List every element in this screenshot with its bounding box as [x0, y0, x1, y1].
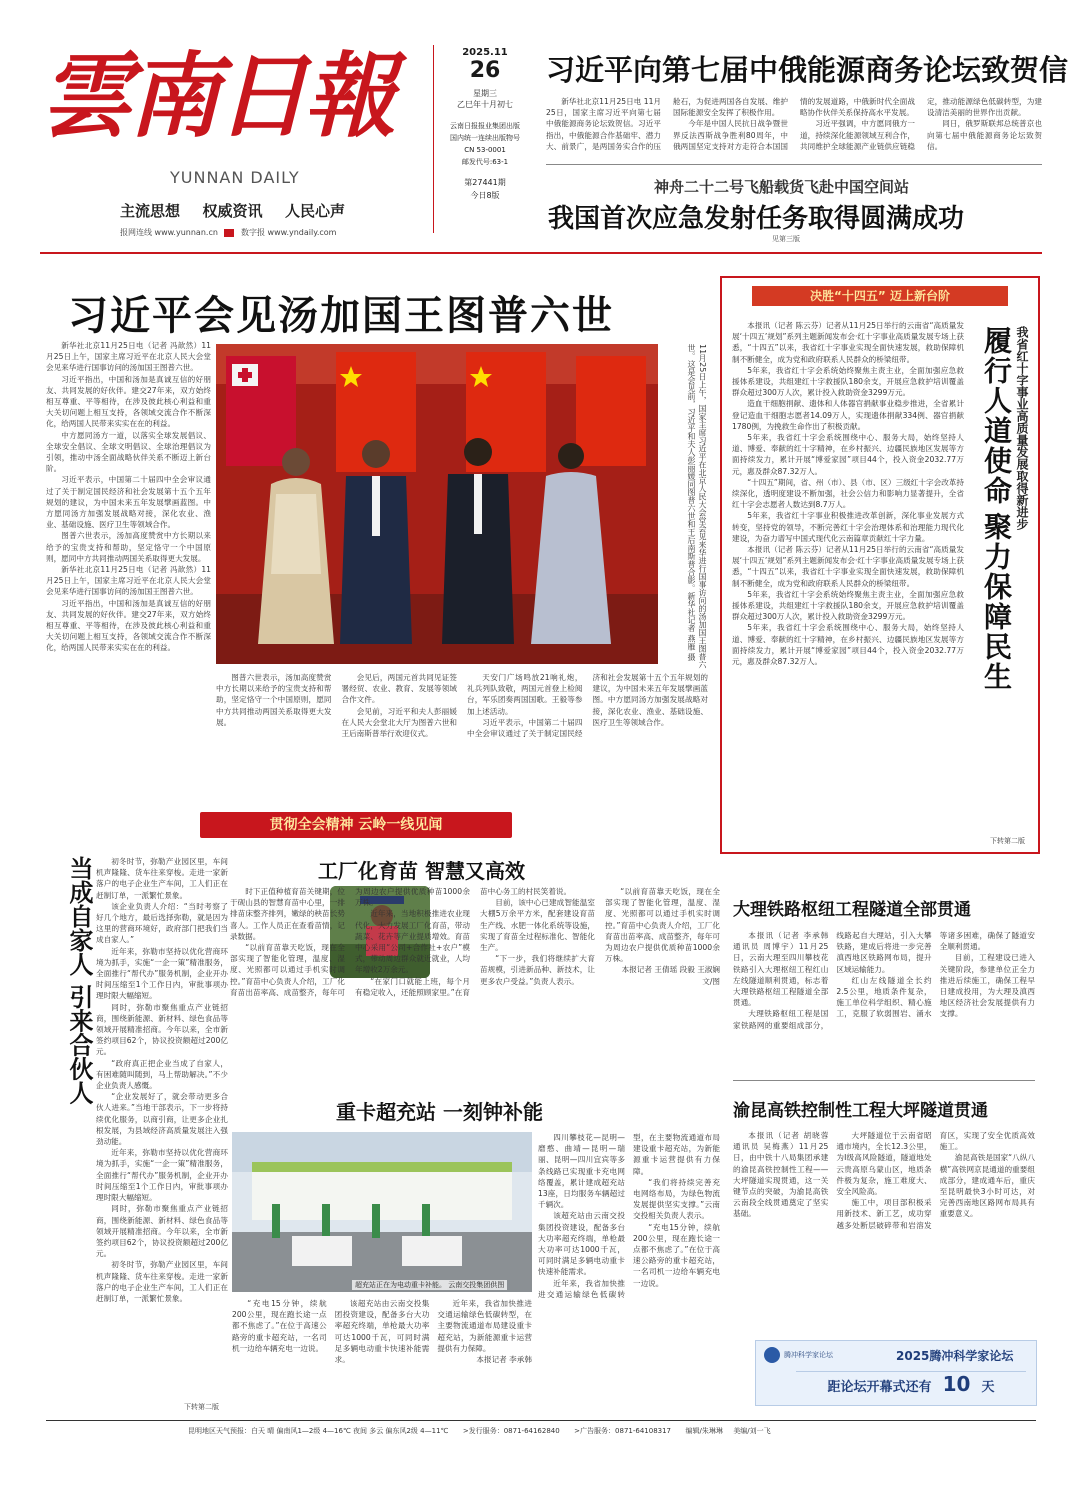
forum-ad[interactable]: [755, 1340, 1037, 1406]
issue-publisher: 云南日报报业集团出版: [450, 122, 520, 130]
factory-para: 近年来，当地积极推进农业现代化，大力发展工厂化育苗，带动蔬菜、花卉等产业提质增效。育苗中心采用“公司+合作社+农户”模式，带动周边群众就近就业，人均年增收2万余元。: [355, 909, 470, 975]
box-see: 下转第二版: [990, 837, 1025, 845]
truck-body-bottom: [232, 1298, 532, 1404]
flag-tonga-icon: [226, 356, 296, 466]
box-headline-l1[interactable]: 履行人道使命: [980, 326, 1013, 506]
truck-para: 四川攀枝花—昆明—磨憨、曲靖—昆明—瑞丽、昆明—四川宜宾等多条线路已实现重卡充电网络覆盖，累计建成超充站13座，日均服务车辆超过千辆次。: [538, 1133, 625, 1210]
box-body: [732, 320, 964, 840]
factory-para: “在家门口就能上班，每个月有稳定收入，还能照顾家里。”在育苗中心务工的村民笑着说。: [355, 887, 572, 997]
box-para: 本报讯（记者 陈云芬）记者从11月25日举行的云南省“高质量发展‘十四五’规划”系列主题新闻发布会·红十字事业高质量发展专场上获悉，“十四五”以来，我省红十字事业实现全面快速发展，救助保障机制不断健全，成为党和政府联系人民群众的桥梁纽带。: [732, 321, 964, 364]
truck-reporters: 本报记者 李承韩: [476, 1355, 532, 1365]
box-para: “十四五”期间，省、州（市）、县（市、区）三级红十字会改革持续深化，透明度建设不断加强，社会公信力和影响力显著提升，全省红十字会志愿者人数达到8.7万人。: [732, 477, 964, 510]
side-para: 初冬时节，弥勒产业园区里，车间机声隆隆、货车往来穿梭。走进一家新落户的电子企业生产车间，工人们正在赶制订单，一派繁忙景象。: [96, 1260, 228, 1303]
factory-para: “以前育苗靠天吃饭，现在全部实现了智能化管理，温度、湿度、光照都可以通过手机实时调控。”育苗中心负责人介绍，工厂化育苗出苗率高、成苗整齐，每年可为周边农户提供优质种苗1000余万株。: [230, 887, 470, 997]
link-yndaily[interactable]: 数字报 www.yndaily.com: [241, 228, 337, 237]
top-story-headline[interactable]: 习近平向第七届中俄能源商务论坛致贺信: [546, 53, 1069, 87]
top-story-para: 习近平强调，中方愿同俄方一道，持续深化能源领域互利合作，共同维护全球能源产业链供应链稳定，推动能源绿色低碳转型，为建设清洁美丽的世界作出贡献。: [800, 97, 1042, 151]
truck-para: 该超充站由云南交投集团投资建设，配备多台大功率超充终端，单枪最大功率可达1000千瓦，可同时满足多辆电动重卡快速补能需求。: [538, 1211, 625, 1277]
side-para: 近年来，弥勒市坚持以优化营商环境为抓手，实施“一企一策”精准服务，全面推行“帮代办”服务机制，企业开办时间压缩至1个工作日内，审批事项办理时限大幅缩短。: [96, 946, 228, 1001]
box-story: [720, 276, 1040, 854]
side-para: 初冬时节，弥勒产业园区里，车间机声隆隆、货车往来穿梭。走进一家新落户的电子企业生产车间，工人们正在赶制订单，一派繁忙景象。: [96, 857, 228, 900]
side-para: “政府真正把企业当成了自家人，有困难随叫随到，马上帮助解决。”不少企业负责人感慨。: [96, 1058, 228, 1091]
issue-day: 26: [469, 58, 501, 83]
side-para: 同时，弥勒市聚焦重点产业链招商，围绕新能源、新材料、绿色食品等领域开展精准招商。今年以来，全市新签约项目62个，协议投资额超过200亿元。: [96, 1002, 228, 1057]
issue-post: 邮发代号:63-1: [461, 158, 509, 166]
forum-logo-icon: [764, 1347, 780, 1363]
dali-headline[interactable]: 大理铁路枢纽工程隧道全部贯通: [733, 900, 971, 920]
truck-para: 近年来，我省加快推进交通运输绿色低碳转型，在主要物流通道布局建设重卡超充站，为新能源重卡运营提供有力保障。: [538, 1133, 720, 1299]
lead-para: 图普六世表示，汤加高度赞赏中方长期以来给予的宝贵支持和帮助，坚定恪守一个中国原则，愿同中方共同推动两国关系取得更大发展。: [46, 531, 211, 563]
side-para: 同时，弥勒市聚焦重点产业链招商，围绕新能源、新材料、绿色食品等领域开展精准招商。今年以来，全市新签约项目62个，协议投资额超过200亿元。: [96, 1204, 228, 1259]
footer-rule: [46, 1420, 1036, 1421]
top-story-para: 新华社北京11月25日电 11月25日，国家主席习近平向第七届中俄能源商务论坛致贺信。习近平指出，中俄能源合作基础牢、潜力大、前景广，是两国务实合作的压舱石，为促进两国各自发展、维护国际能源安全发挥了积极作用。: [546, 97, 788, 151]
lead-body-left: [46, 340, 211, 780]
box-subhead: 我省红十字事业高质量发展取得新进步: [1015, 326, 1029, 530]
factory-body: [230, 886, 720, 1072]
lead-para: 天安门广场鸣放21响礼炮，礼兵列队致敬，两国元首登上检阅台，军乐团奏两国国歌。王毅等参加上述活动。: [467, 673, 583, 716]
truck-para: 该超充站由云南交投集团投资建设，配备多台大功率超充终端，单枪最大功率可达1000千瓦，可同时满足多辆电动重卡快速补能需求。: [334, 1299, 430, 1365]
divider: [733, 1080, 1035, 1081]
box-para: 5年来，我省红十字会系统始终聚焦主责主业，全面加强应急救援体系建设，共组建红十字救援队180余支，开展应急救护培训覆盖群众超过300万人次，累计投入救助资金3299万元。: [732, 365, 964, 398]
box-para: 5年来，我省红十字事业积极推进改革创新，深化事业发展方式转变，坚持党的领导，不断完善红十字会治理体系和治理能力现代化建设，为奋力谱写中国式现代化云南篇章贡献红十字力量。: [732, 511, 964, 543]
factory-para: “下一步，我们将继续扩大育苗规模，引进新品种、新技术，让更多农户受益。”负责人表示。: [480, 954, 595, 986]
dali-para: 大理铁路枢纽工程是国家铁路网的重要组成部分，线路起自大理站，引入大攀铁路，建成后将进一步完善滇西地区铁路网布局，提升区域运输能力。: [733, 931, 932, 1030]
truck-headline[interactable]: 重卡超充站 一刻钟补能: [336, 1100, 543, 1124]
issue-lunar: 乙巳年十月初七: [457, 100, 513, 109]
footer-editor: 编辑/朱琳琳: [685, 1427, 723, 1435]
box-para: 5年来，我省红十字会系统围绕中心、服务大局，始终坚持人道、博爱、奉献的红十字精神，在乡村振兴、边疆民族地区发展等方面持续发力，累计开展“博爱家园”项目44个，投入资金2032.77万元，惠及群众87.32万人。: [732, 433, 964, 476]
factory-reporters: 本报记者 王倩瑶 段毅 王淑娴 文/图: [621, 965, 720, 986]
slogan-1: 主流思想: [120, 202, 181, 220]
side-see: 下转第二版: [184, 1403, 219, 1411]
factory-para: 时下正值种植育苗关键期，位于砚山县的智慧育苗中心里，一排排苗床整齐排列，嫩绿的秧苗长势喜人。工作人员正在查看苗情，记录数据。: [230, 887, 345, 941]
truck-para: “我们将持续完善充电网络布局，为绿色物流发展提供坚实支撑。”云南交投相关负责人表示。: [633, 1177, 720, 1221]
footer-issue-tel: >发行服务：0871-64162840: [462, 1427, 560, 1435]
lead-para: 习近平表示，中国第二十届四中全会审议通过了关于制定国民经济和社会发展第十五个五年规划的建议，为中国未来五年发展擘画蓝图。中方愿同汤方加强发展战略对接，深化农业、渔业、基础设施、医疗卫生等领域合作。: [46, 475, 211, 530]
truck-para: “充电15分钟，续航200公里，现在跑长途一点都不焦虑了。”在位于高速公路旁的重卡超充站，一名司机一边给车辆充电一边说。: [232, 1299, 327, 1353]
footer-ad-tel: >广告服务：0871-64108317: [574, 1427, 672, 1435]
forum-countdown: [796, 1371, 1026, 1400]
top-story-para: 同日，俄罗斯联邦总统普京也向第七届中俄能源商务论坛致贺信。: [927, 119, 1042, 151]
truck-body-right: [538, 1132, 720, 1404]
box-para: 5年来，我省红十字会系统始终聚焦主责主业，全面加强应急救援体系建设，共组建红十字救援队180余支，开展应急救护培训覆盖群众超过300万人次，累计投入救助资金3299万元。: [732, 589, 964, 622]
issue-cn-label: 国内统一连续出版物号: [450, 134, 520, 142]
truck-photo-caption: 超充站正在为电动重卡补能。 云南交投集团供图: [352, 1280, 507, 1290]
section-banner: [200, 812, 512, 838]
issue-weekday: 星期三: [473, 89, 497, 98]
lead-para: 习近平指出，中国和汤加是真诚互信的好朋友、共同发展的好伙伴。建交27年来，双方始终相互尊重、平等相待，在涉及彼此核心利益和重大关切问题上相互支持，各领域交流合作不断深化，给两国人民带来实实在在的利益。: [46, 598, 211, 653]
forum-countdown-prefix: 距论坛开幕式还有: [827, 1380, 932, 1395]
issue-number: 第27441期: [464, 178, 506, 187]
box-banner: 决胜“十四五” 迈上新台阶: [752, 286, 1008, 306]
slogan-3: 人民心声: [284, 202, 345, 220]
side-para: 该企业负责人介绍：“当时考察了好几个地方，最后选择弥勒，就是因为这里的营商环境好，政府部门把我们当成自家人。”: [96, 901, 228, 945]
lead-body-bottom: [216, 672, 708, 784]
masthead-english: YUNNAN DAILY: [170, 168, 300, 187]
lead-para: 习近平表示，中国第二十届四中全会审议通过了关于制定国民经济和社会发展第十五个五年规划的建议，为中国未来五年发展擘画蓝图。中方愿同汤方加强发展战略对接，深化农业、渔业、基础设施、医疗卫生等领域合作。: [467, 673, 708, 739]
factory-headline[interactable]: 工厂化育苗 智慧又高效: [318, 859, 525, 883]
issue-cn: CN 53-0001: [464, 146, 506, 154]
box-para: 造血干细胞捐献、遗体和人体器官捐献事业稳步推进，全省累计登记造血干细胞志愿者14.09万人，实现遗体捐献334例、器官捐献1780例，为挽救生命作出了积极贡献。: [732, 399, 964, 431]
lead-para: 习近平指出，中国和汤加是真诚互信的好朋友、共同发展的好伙伴。建交27年来，双方始终相互尊重、平等相待，在涉及彼此核心利益和重大关切问题上相互支持，各领域交流合作不断深化，给两国人民带来实实在在的利益。: [46, 374, 211, 429]
top-story-body: [546, 96, 1042, 154]
truck-photo: [232, 1132, 532, 1292]
dali-para: 红山左线隧道全长约2.5公里，地质条件复杂，施工单位科学组织、精心施工，克服了软弱围岩、涌水等诸多困难，确保了隧道安全顺利贯通。: [836, 931, 1035, 1019]
dali-body: [733, 930, 1035, 1070]
second-story-kicker: 神舟二十二号飞船载货飞赴中国空间站: [654, 178, 910, 196]
second-story-headline[interactable]: 我国首次应急发射任务取得圆满成功: [548, 204, 965, 234]
masthead-slogans: [120, 200, 345, 221]
yukun-body: [733, 1130, 1035, 1326]
lead-para: 会见前，习近平和夫人彭丽媛在人民大会堂北大厅为图普六世和王后南斯普举行欢迎仪式。: [341, 706, 457, 739]
lead-para: 新华社北京11月25日电（记者 冯歆然）11月25日上午，国家主席习近平在北京人民大会堂会见来华进行国事访问的汤加国王图普六世。: [46, 341, 211, 373]
side-para: 近年来，弥勒市坚持以优化营商环境为抓手，实施“一企一策”精准服务，全面推行“帮代办”服务机制，企业开办时间压缩至1个工作日内，审批事项办理时限大幅缩短。: [96, 1148, 228, 1203]
second-story-see: 见第三版: [772, 235, 800, 243]
issue-pages: 今日8版: [470, 191, 500, 200]
lead-headline[interactable]: 习近平会见汤加国王图普六世: [68, 292, 614, 339]
truck-para: “充电15分钟，续航200公里，现在跑长途一点都不焦虑了。”在位于高速公路旁的重卡超充站，一名司机一边给车辆充电一边说。: [633, 1222, 720, 1288]
side-para: “企业发展好了，就会带动更多合伙人进来。”当地干部表示，下一步将持续优化服务，以商引商，让更多企业扎根发展，为县域经济高质量发展注入强劲动能。: [96, 1092, 228, 1147]
yukun-para: 施工中，项目部积极采用新技术、新工艺，成功穿越多处断层破碎带和岩溶发育区，实现了安全优质高效施工。: [836, 1131, 1035, 1230]
forum-org: 腾冲科学家论坛: [784, 1351, 833, 1359]
yukun-para: 本报讯（记者 胡晓蓉 通讯员 吴梅燕）11月25日，由中铁十八局集团承建的渝昆高铁控制性工程——大坪隧道实现贯通，这一关键节点的突破，为渝昆高铁云南段全线贯通奠定了坚实基础。: [733, 1131, 829, 1219]
lead-para: 新华社北京11月25日电（记者 冯歆然）11月25日上午，国家主席习近平在北京人民大会堂会见来华进行国事访问的汤加国王图普六世。: [46, 565, 211, 597]
side-body: [96, 856, 228, 1398]
divider: [546, 164, 1042, 165]
lead-para: 会见后，两国元首共同见证签署经贸、农业、教育、发展等领域合作文件。: [341, 673, 457, 705]
box-para: 5年来，我省红十字会系统围绕中心、服务大局，始终坚持人道、博爱、奉献的红十字精神，在乡村振兴、边疆民族地区发展等方面持续发力，累计开展“博爱家园”项目44个，投入资金2032.77万元，惠及群众87.32万人。: [732, 623, 964, 667]
factory-para: “以前育苗靠天吃饭，现在全部实现了智能化管理，温度、湿度、光照都可以通过手机实时调控。”育苗中心负责人介绍，工厂化育苗出苗率高、成苗整齐，每年可为周边农户提供优质种苗1000余万株。: [605, 887, 720, 964]
footer: [188, 1426, 1038, 1436]
forum-days: 10: [942, 1372, 971, 1396]
truck-para: 近年来，我省加快推进交通运输绿色低碳转型，在主要物流通道布局建设重卡超充站，为新能源重卡运营提供有力保障。: [437, 1299, 532, 1353]
factory-para: 目前，该中心已建成智能温室大棚5万余平方米，配套建设育苗生产线、水肥一体化系统等设施，实现了育苗全过程标准化、智能化生产。: [480, 898, 595, 953]
lead-photo: [216, 344, 658, 664]
issue-year-month: 2025.11: [462, 47, 508, 58]
footer-designer: 美编/刘一飞: [733, 1427, 771, 1435]
lead-para: 中方愿同汤方一道，以落实全球发展倡议、全球安全倡议、全球文明倡议、全球治理倡议为引领，推动中汤全面战略伙伴关系不断迈上新台阶。: [46, 430, 211, 474]
truck-photo-illustration: [232, 1132, 532, 1292]
masthead: [40, 40, 420, 255]
side-headline[interactable]: 当成自家人 引来合伙人: [65, 856, 93, 1105]
forum-unit: 天: [981, 1380, 995, 1395]
lead-photo-illustration: [216, 344, 658, 664]
lead-photo-caption: 11月25日上午，国家主席习近平在北京人民大会堂会见来华进行国事访问的汤加国王图普六世。这是会见前，习近平和夫人彭丽媛同图普六世和王后南斯普合影。新华社记者 燕雁 摄: [687, 344, 707, 669]
phone-icon: [224, 229, 234, 237]
slogan-2: 权威资讯: [202, 202, 263, 220]
box-para: 本报讯（记者 陈云芬）记者从11月25日举行的云南省“高质量发展‘十四五’规划”系列主题新闻发布会·红十字事业高质量发展专场上获悉，“十四五”以来，我省红十字事业实现全面快速发展，救助保障机制不断健全，成为党和政府联系人民群众的桥梁纽带。: [732, 545, 964, 588]
dali-para: 本报讯（记者 李承韩 通讯员 周博宇）11月25日，云南大理至四川攀枝花铁路引入大理枢纽工程红山左线隧道顺利贯通，标志着大理铁路枢纽工程隧道全部贯通。: [733, 931, 829, 1008]
section-banner-label: 贯彻全会精神 云岭一线见闻: [269, 817, 443, 833]
footer-weather: 昆明地区天气预报：白天 晴 偏南风1—2级 4—16℃ 夜间 多云 偏东风2级 4—11℃: [188, 1427, 449, 1435]
yukun-para: 渝昆高铁是国家“八纵八横”高铁网京昆通道的重要组成部分，建成通车后，重庆至昆明最快3小时可达，对完善西南地区路网布局具有重要意义。: [939, 1153, 1035, 1219]
link-yunnan[interactable]: 报网连线 www.yunnan.cn: [120, 228, 218, 237]
yukun-headline[interactable]: 渝昆高铁控制性工程大坪隧道贯通: [733, 1101, 988, 1121]
box-headline-l2-vertical[interactable]: 聚力保障民生: [980, 512, 1013, 692]
dali-para: 目前，工程建设已进入关键阶段，参建单位正全力推进后续施工，确保工程早日建成投用，为大理及滇西地区经济社会发展提供有力支撑。: [939, 953, 1035, 1019]
forum-name: 2025腾冲科学家论坛: [896, 1349, 1014, 1363]
yukun-para: 大坪隧道位于云南省昭通市境内，全长12.3公里，为Ⅰ级高风险隧道，隧道地处云贵高原乌蒙山区，地质条件极为复杂，施工难度大、安全风险高。: [836, 1131, 932, 1197]
masthead-rule: [40, 252, 1042, 254]
top-story-para: 今年是中国人民抗日战争暨世界反法西斯战争胜利80周年，中俄两国坚定支持对方走符合本国国情的发展道路，中俄新时代全面战略协作伙伴关系保持高水平发展。: [673, 97, 915, 151]
masthead-links: [120, 227, 336, 238]
lead-para: 图普六世表示，汤加高度赞赏中方长期以来给予的宝贵支持和帮助，坚定恪守一个中国原则，愿同中方共同推动两国关系取得更大发展。: [216, 673, 332, 727]
issue-info: [433, 45, 530, 233]
masthead-title: 雲南日報: [40, 42, 393, 150]
